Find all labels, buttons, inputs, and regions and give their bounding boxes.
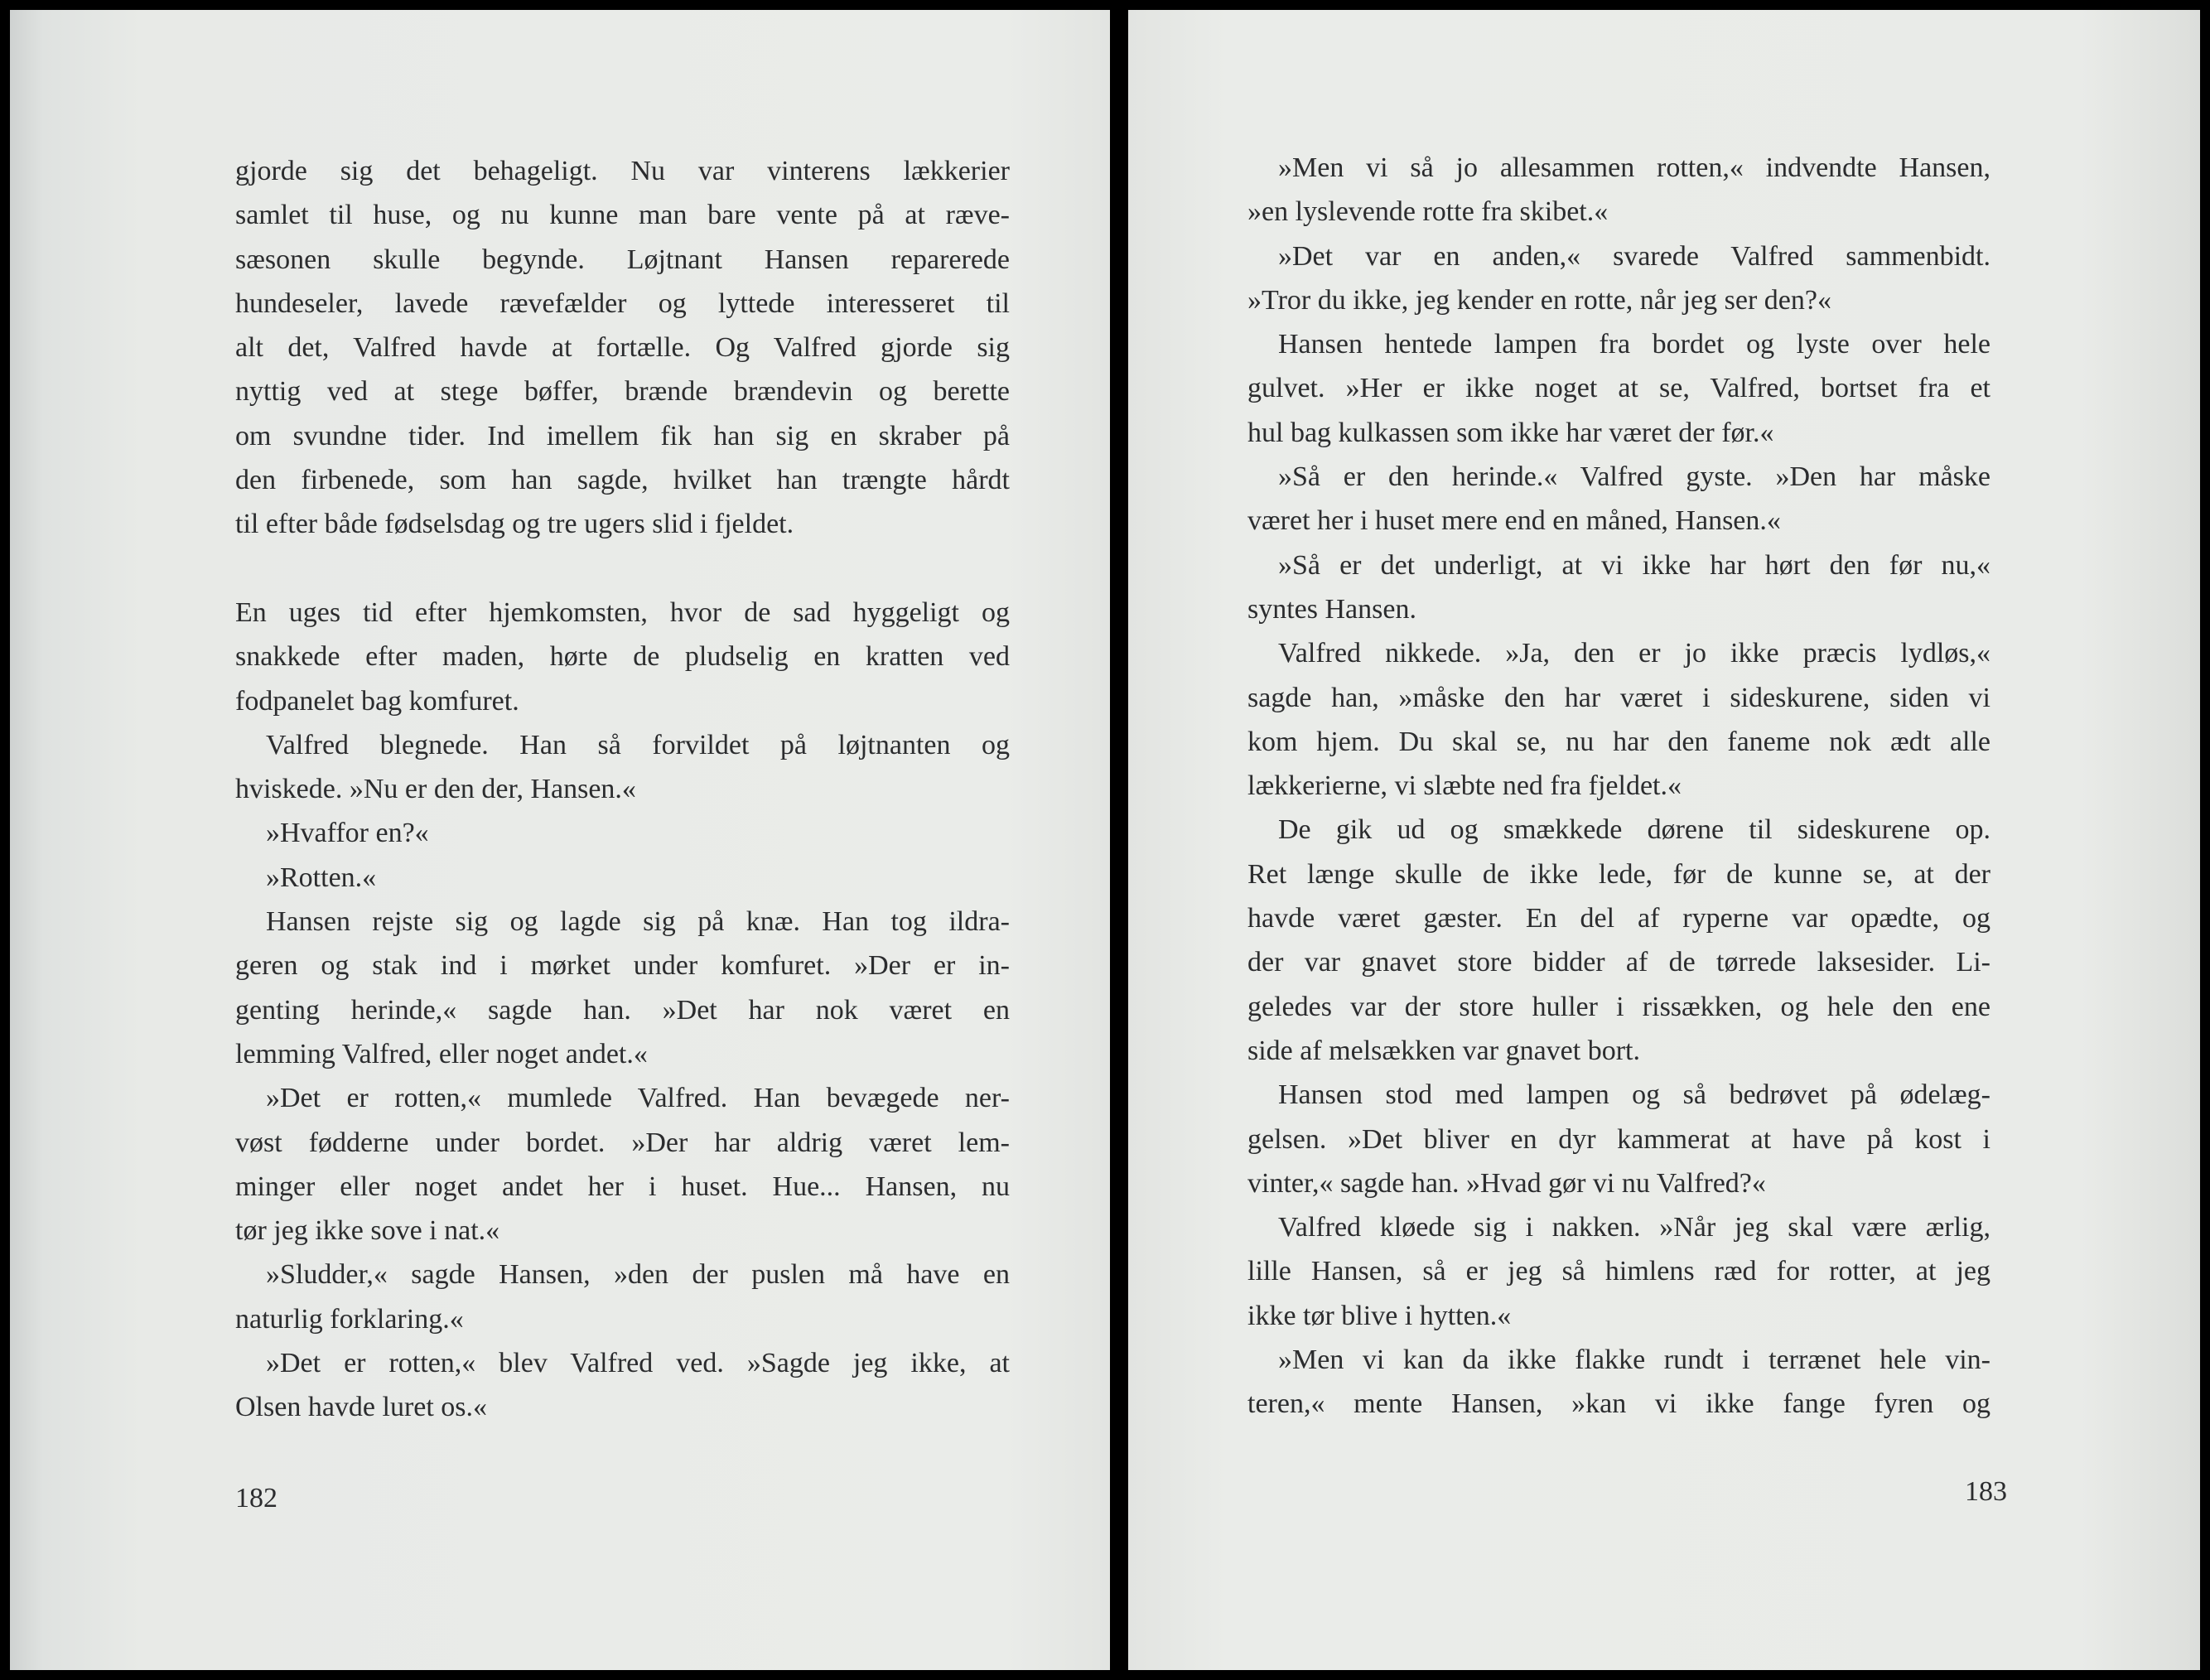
text-line: der var gnavet store bidder af de tørrede laksesider. Li-	[1247, 947, 1990, 978]
text-line: syntes Hansen.	[1247, 593, 1416, 625]
text-line: hundeseler, lavede rævefælder og lyttede interesseret til	[235, 287, 1010, 319]
text-line: lækkerierne, vi slæbte ned fra fjeldet.«	[1247, 770, 1682, 802]
text-line: lemming Valfred, eller noget andet.«	[235, 1038, 648, 1069]
paragraph-break	[235, 547, 1010, 591]
text-line: vøst fødderne under bordet. »Der har aldrig været lem-	[235, 1127, 1010, 1158]
text-line: den firbenede, som han sagde, hvilket han trængte hårdt	[235, 465, 1010, 496]
text-line: Olsen havde luret os.«	[235, 1392, 488, 1423]
text-line: geledes var der store huller i rissækken, og hele den ene	[1247, 991, 1990, 1022]
text-line: gulvet. »Her er ikke noget at se, Valfred, bortset fra et	[1247, 373, 1990, 404]
text-line: ikke tør blive i hytten.«	[1247, 1300, 1512, 1331]
text-line: geren og stak ind i mørket under komfuret. »Der er in-	[235, 950, 1010, 982]
text-line: »Sludder,« sagde Hansen, »den der puslen må have en	[266, 1259, 1010, 1291]
text-line: samlet til huse, og nu kunne man bare vente på at ræve-	[235, 200, 1010, 231]
text-line: »Men vi kan da ikke flakke rundt i terrænet hele vin-	[1278, 1344, 1990, 1376]
text-line: Ret længe skulle de ikke lede, før de kunne se, at der	[1247, 858, 1990, 890]
text-line: kom hjem. Du skal se, nu har den faneme nok ædt alle	[1247, 726, 1990, 757]
text-line: om svundne tider. Ind imellem fik han sig en skraber på	[235, 420, 1010, 451]
text-line: Hansen hentede lampen fra bordet og lyste over hele	[1278, 329, 1990, 360]
text-line: Valfred nikkede. »Ja, den er jo ikke præcis lydløs,«	[1278, 638, 1990, 669]
text-line: havde været gæster. En del af ryperne var opædte, og	[1247, 903, 1990, 934]
text-line: teren,« mente Hansen, »kan vi ikke fange fyren og	[1247, 1388, 1990, 1420]
text-line: Hansen rejste sig og lagde sig på knæ. Han tog ildra-	[266, 906, 1010, 938]
text-line: minger eller noget andet her i huset. Hue... Hansen, nu	[235, 1171, 1010, 1202]
text-line: »Hvaffor en?«	[266, 818, 429, 849]
text-line: tør jeg ikke sove i nat.«	[235, 1215, 500, 1247]
text-line: En uges tid efter hjemkomsten, hvor de sad hyggeligt og	[235, 596, 1010, 628]
right-page-text	[1247, 146, 1990, 1427]
page-number: 183	[1965, 1476, 2007, 1507]
text-line: gelsen. »Det bliver en dyr kammerat at have på kost i	[1247, 1123, 1990, 1155]
text-line: »Det var en anden,« svarede Valfred sammenbidt.	[1278, 240, 1990, 272]
text-line: lille Hansen, så er jeg så himlens ræd for rotter, at jeg	[1247, 1256, 1990, 1287]
text-line: Valfred blegnede. Han så forvildet på løjtnanten og	[266, 729, 1010, 760]
text-line: side af melsækken var gnavet bort.	[1247, 1035, 1640, 1066]
text-line: »en lyslevende rotte fra skibet.«	[1247, 196, 1609, 228]
text-line: hul bag kulkassen som ikke har været der før.«	[1247, 417, 1774, 448]
text-line: »Det er rotten,« mumlede Valfred. Han bevægede ner-	[266, 1083, 1010, 1114]
text-line: genting herinde,« sagde han. »Det har nok været en	[235, 994, 1010, 1026]
text-line: snakkede efter maden, hørte de pludselig en kratten ved	[235, 641, 1010, 673]
left-page	[10, 10, 1110, 1670]
text-line: nyttig ved at stege bøffer, brænde brændevin og berette	[235, 376, 1010, 408]
text-line: »Så er den herinde.« Valfred gyste. »Den har måske	[1278, 461, 1990, 493]
text-line: vinter,« sagde han. »Hvad gør vi nu Valfred?«	[1247, 1167, 1766, 1199]
left-page-text	[235, 149, 1010, 1430]
text-line: »Rotten.«	[266, 862, 377, 893]
text-line: De gik ud og smækkede dørene til sideskurene op.	[1278, 814, 1990, 846]
text-line: Valfred kløede sig i nakken. »Når jeg skal være ærlig,	[1278, 1212, 1990, 1243]
text-line: »Så er det underligt, at vi ikke har hørt den før nu,«	[1278, 549, 1990, 581]
text-line: hviskede. »Nu er den der, Hansen.«	[235, 774, 636, 805]
text-line: sæsonen skulle begynde. Løjtnant Hansen reparerede	[235, 244, 1010, 275]
text-line: sagde han, »måske den har været i sideskurene, siden vi	[1247, 682, 1990, 713]
text-line: »Det er rotten,« blev Valfred ved. »Sagde jeg ikke, at	[266, 1348, 1010, 1379]
page-number: 182	[235, 1483, 277, 1513]
text-line: fodpanelet bag komfuret.	[235, 685, 519, 717]
right-page	[1128, 10, 2200, 1670]
text-line: været her i huset mere end en måned, Hansen.«	[1247, 505, 1781, 537]
text-line: »Men vi så jo allesammen rotten,« indvendte Hansen,	[1278, 152, 1990, 183]
text-line: Hansen stod med lampen og så bedrøvet på ødelæg-	[1278, 1079, 1990, 1111]
text-line: »Tror du ikke, jeg kender en rotte, når jeg ser den?«	[1247, 284, 1831, 316]
text-line: gjorde sig det behageligt. Nu var vinterens lækkerier	[235, 156, 1010, 186]
text-line: til efter både fødselsdag og tre ugers slid i fjeldet.	[235, 509, 794, 540]
text-line: alt det, Valfred havde at fortælle. Og Valfred gjorde sig	[235, 332, 1010, 364]
text-line: naturlig forklaring.«	[235, 1303, 464, 1335]
